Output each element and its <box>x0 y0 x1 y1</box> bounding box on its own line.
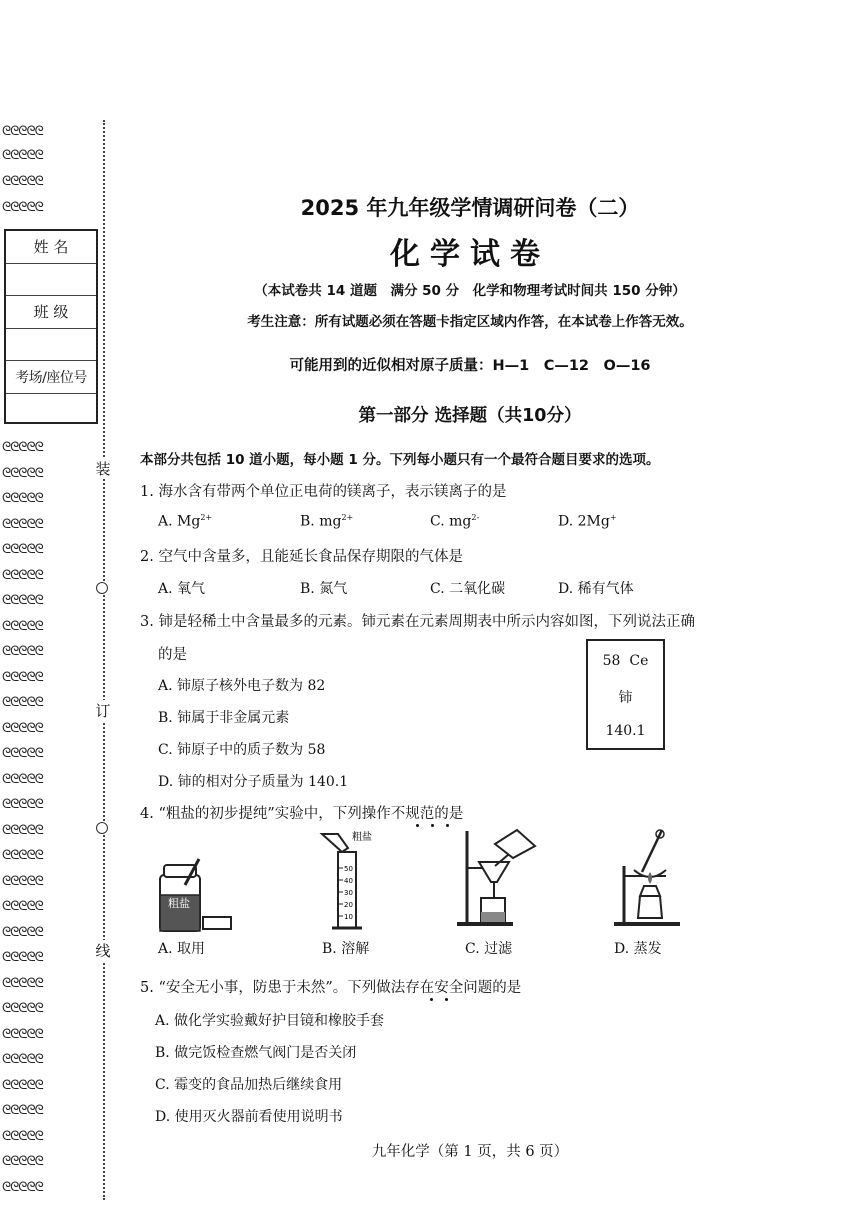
exam-title: 2025 年九年级学情调研问卷（二） <box>300 196 640 220</box>
emphasis-dot <box>446 824 449 827</box>
q1-option-c[interactable]: C. $mg^{2-}$ <box>430 513 480 530</box>
wave-border-row: ᘓᘓᘓᘓᘓ <box>2 200 43 215</box>
wave-border-row: ᘓᘓᘓᘓᘓ <box>2 491 43 506</box>
binding-circle <box>96 822 108 834</box>
part-intro: 本部分共包括 10 道小题，每小题 1 分。下列每小题只有一个最符合题目要求的选项。 <box>140 452 660 468</box>
q5-option-d[interactable]: D. 使用灭火器前看使用说明书 <box>155 1109 343 1125</box>
q2-option-d[interactable]: D. 稀有气体 <box>558 581 634 597</box>
salt-label: 粗盐 <box>352 832 372 843</box>
wave-border-row: ᘓᘓᘓᘓᘓ <box>2 619 43 634</box>
jar-label: 粗盐 <box>168 897 190 910</box>
part-title: 第一部分 选择题（共10分） <box>358 406 582 426</box>
wave-border-row: ᘓᘓᘓᘓᘓ <box>2 593 43 608</box>
wave-border-row: ᘓᘓᘓᘓᘓ <box>2 772 43 787</box>
wave-border-row: ᘓᘓᘓᘓᘓ <box>2 950 43 965</box>
wave-border-row: ᘓᘓᘓᘓᘓ <box>2 823 43 838</box>
page-footer: 九年化学（第 1 页，共 6 页） <box>371 1144 569 1160</box>
apparatus-jar-icon <box>155 855 245 935</box>
name-field[interactable] <box>6 264 96 297</box>
class-label: 班 级 <box>6 296 96 329</box>
q1-option-b[interactable]: B. $mg^{2+}$ <box>300 513 354 530</box>
cylinder-tick-label: 40 <box>344 877 353 885</box>
wave-border-row: ᘓᘓᘓᘓᘓ <box>2 440 43 455</box>
atomic-masses: 可能用到的近似相对原子质量：H—1 C—12 O—16 <box>289 358 651 374</box>
wave-border-row: ᘓᘓᘓᘓᘓ <box>2 1027 43 1042</box>
q2-stem: 2. 空气中含量多，且能延长食品保存期限的气体是 <box>140 549 463 565</box>
wave-border-row: ᘓᘓᘓᘓᘓ <box>2 1052 43 1067</box>
q4-option-d[interactable]: D. 蒸发 <box>614 941 662 957</box>
wave-border-row: ᘓᘓᘓᘓᘓ <box>2 644 43 659</box>
q3-option-d[interactable]: D. 铈的相对分子质量为 140.1 <box>158 774 349 790</box>
wave-border-row: ᘓᘓᘓᘓᘓ <box>2 874 43 889</box>
seat-field[interactable] <box>6 394 96 427</box>
wave-border-row: ᘓᘓᘓᘓᘓ <box>2 695 43 710</box>
candidate-notice: 考生注意：所有试题必须在答题卡指定区域内作答，在本试卷上作答无效。 <box>247 314 693 330</box>
q2-option-c[interactable]: C. 二氧化碳 <box>430 581 506 597</box>
q2-option-a[interactable]: A. 氧气 <box>158 581 206 597</box>
binding-mark-xian: 线 <box>95 942 111 960</box>
wave-border-row: ᘓᘓᘓᘓᘓ <box>2 746 43 761</box>
element-number-symbol: 58 Ce <box>602 653 649 669</box>
binding-mark-ding: 订 <box>95 702 111 720</box>
binding-circle <box>96 582 108 594</box>
q5-stem: 5. “安全无小事，防患于未然”。下列做法存在安全问题的是 <box>140 980 522 996</box>
evaporation-apparatus-icon <box>610 826 690 931</box>
wave-border-row: ᘓᘓᘓᘓᘓ <box>2 1180 43 1195</box>
q1-stem: 1. 海水含有带两个单位正电荷的镁离子，表示镁离子的是 <box>140 484 507 500</box>
q2-option-b[interactable]: B. 氮气 <box>300 581 348 597</box>
wave-border-row: ᘓᘓᘓᘓᘓ <box>2 1078 43 1093</box>
binding-mark-zhuang: 装 <box>95 460 111 478</box>
binding-dashed-line <box>103 120 105 1200</box>
wave-border-row: ᘓᘓᘓᘓᘓ <box>2 568 43 583</box>
filtration-apparatus-icon <box>455 826 545 931</box>
q3-option-b[interactable]: B. 铈属于非金属元素 <box>158 710 290 726</box>
emphasis-dot <box>431 824 434 827</box>
q1-option-a[interactable]: A. $Mg^{2+}$ <box>158 513 213 530</box>
element-mass: 140.1 <box>605 723 646 739</box>
emphasis-dot <box>445 998 448 1001</box>
wave-border-row: ᘓᘓᘓᘓᘓ <box>2 517 43 532</box>
student-info-box <box>4 229 98 424</box>
wave-border-row: ᘓᘓᘓᘓᘓ <box>2 466 43 481</box>
emphasis-dot <box>430 998 433 1001</box>
wave-border-row: ᘓᘓᘓᘓᘓ <box>2 124 43 139</box>
q5-option-b[interactable]: B. 做完饭检查燃气阀门是否关闭 <box>155 1045 357 1061</box>
wave-border-row: ᘓᘓᘓᘓᘓ <box>2 925 43 940</box>
element-name: 铈 <box>618 690 633 706</box>
subject-title: 化学试卷 <box>390 237 550 272</box>
q5-option-c[interactable]: C. 霉变的食品加热后继续食用 <box>155 1077 343 1093</box>
q3-option-c[interactable]: C. 铈原子中的质子数为 58 <box>158 742 326 758</box>
wave-border-row: ᘓᘓᘓᘓᘓ <box>2 174 43 189</box>
q3-option-a[interactable]: A. 铈原子核外电子数为 82 <box>158 678 326 694</box>
element-cell-cerium <box>586 639 665 750</box>
seat-label: 考场/座位号 <box>6 361 96 394</box>
exam-note: （本试卷共 14 道题 满分 50 分 化学和物理考试时间共 150 分钟） <box>254 283 686 299</box>
wave-border-row: ᘓᘓᘓᘓᘓ <box>2 797 43 812</box>
q4-option-c[interactable]: C. 过滤 <box>465 941 513 957</box>
wave-border-row: ᘓᘓᘓᘓᘓ <box>2 848 43 863</box>
wave-border-row: ᘓᘓᘓᘓᘓ <box>2 1103 43 1118</box>
wave-border-row: ᘓᘓᘓᘓᘓ <box>2 1154 43 1169</box>
name-label: 姓 名 <box>6 231 96 264</box>
wave-border-row: ᘓᘓᘓᘓᘓ <box>2 1001 43 1016</box>
wave-border-row: ᘓᘓᘓᘓᘓ <box>2 976 43 991</box>
q3-stem-line1: 3. 铈是轻稀土中含量最多的元素。铈元素在元素周期表中所示内容如图，下列说法正确 <box>140 614 695 630</box>
emphasis-dot <box>416 824 419 827</box>
q3-stem-line2: 的是 <box>158 647 187 663</box>
class-field[interactable] <box>6 329 96 362</box>
wave-border-row: ᘓᘓᘓᘓᘓ <box>2 1129 43 1144</box>
wave-border-row: ᘓᘓᘓᘓᘓ <box>2 899 43 914</box>
cylinder-tick-label: 50 <box>344 865 353 873</box>
wave-border-row: ᘓᘓᘓᘓᘓ <box>2 542 43 557</box>
wave-border-row: ᘓᘓᘓᘓᘓ <box>2 721 43 736</box>
q5-option-a[interactable]: A. 做化学实验戴好护目镜和橡胶手套 <box>155 1013 385 1029</box>
q4-option-a[interactable]: A. 取用 <box>158 941 206 957</box>
cylinder-tick-label: 20 <box>344 901 353 909</box>
graduated-cylinder-icon <box>318 830 388 935</box>
q4-option-b[interactable]: B. 溶解 <box>322 941 370 957</box>
q4-stem: 4. “粗盐的初步提纯”实验中，下列操作不规范的是 <box>140 806 464 822</box>
cylinder-tick-label: 10 <box>344 913 353 921</box>
cylinder-tick-label: 30 <box>344 889 353 897</box>
wave-border-row: ᘓᘓᘓᘓᘓ <box>2 670 43 685</box>
wave-border-row: ᘓᘓᘓᘓᘓ <box>2 148 43 163</box>
q1-option-d[interactable]: D. 2Mg+ <box>558 513 617 530</box>
